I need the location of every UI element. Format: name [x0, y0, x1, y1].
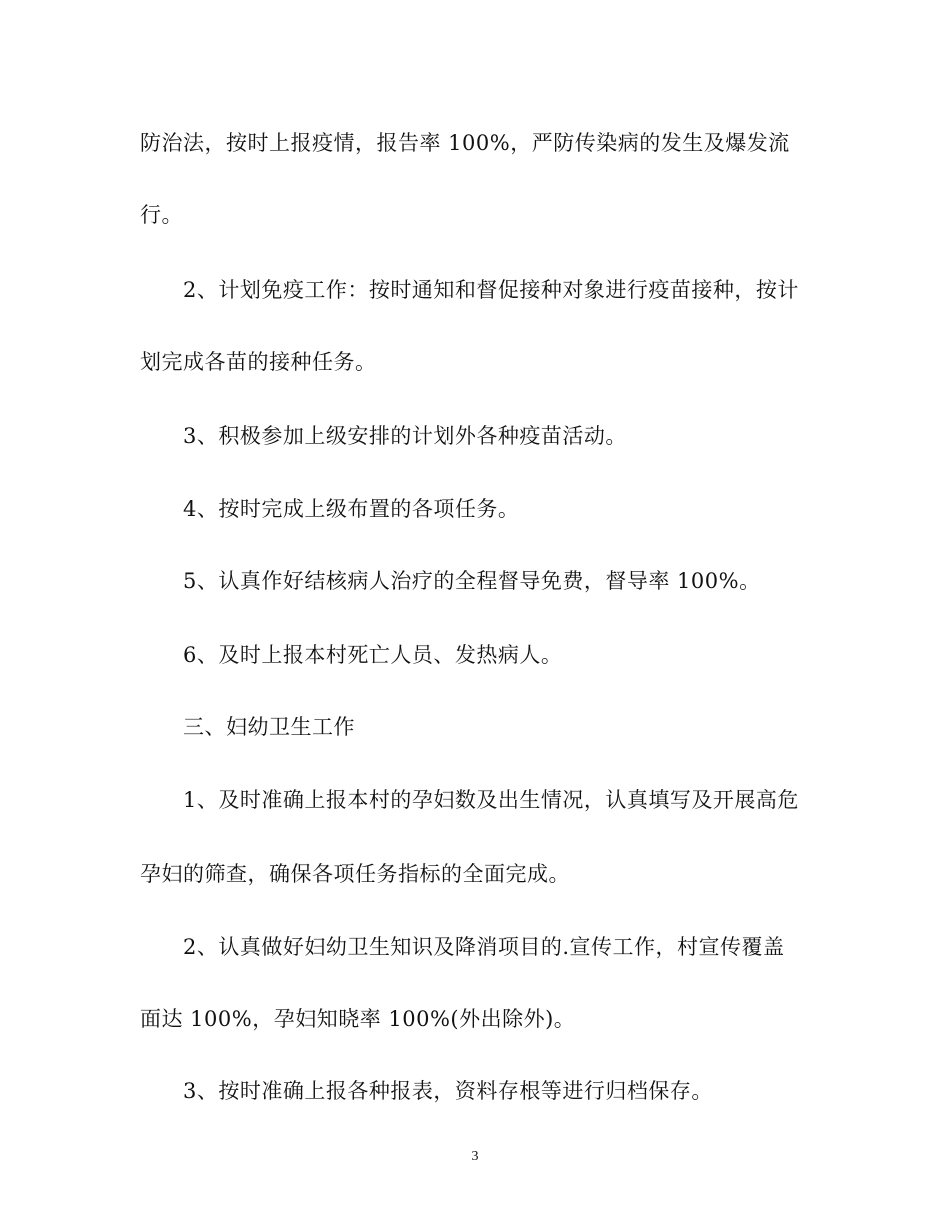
- paragraph-line: 防治法，按时上报疫情，报告率 100%，严防传染病的发生及爆发流: [140, 131, 790, 155]
- paragraph-line: 2、计划免疫工作：按时通知和督促接种对象进行疫苗接种，按计: [183, 278, 799, 302]
- paragraph-line: 3、按时准确上报各种报表，资料存根等进行归档保存。: [183, 1079, 713, 1103]
- paragraph-line: 面达 100%，孕妇知晓率 100%(外出除外)。: [140, 1007, 576, 1031]
- paragraph-line: 1、及时准确上报本村的孕妇数及出生情况，认真填写及开展高危: [183, 788, 799, 812]
- page-number: 3: [471, 1149, 479, 1164]
- paragraph-line: 行。: [140, 203, 183, 227]
- section-heading: 三、妇幼卫生工作: [183, 715, 355, 739]
- paragraph-line: 孕妇的筛查，确保各项任务指标的全面完成。: [140, 862, 570, 886]
- paragraph-line: 5、认真作好结核病人治疗的全程督导免费，督导率 100%。: [183, 569, 761, 593]
- paragraph-line: 2、认真做好妇幼卫生知识及降消项目的.宣传工作，村宣传覆盖: [183, 935, 785, 959]
- paragraph-line: 划完成各苗的接种任务。: [140, 350, 377, 374]
- paragraph-line: 6、及时上报本村死亡人员、发热病人。: [183, 643, 563, 667]
- paragraph-line: 3、积极参加上级安排的计划外各种疫苗活动。: [183, 424, 627, 448]
- paragraph-line: 4、按时完成上级布置的各项任务。: [183, 497, 520, 521]
